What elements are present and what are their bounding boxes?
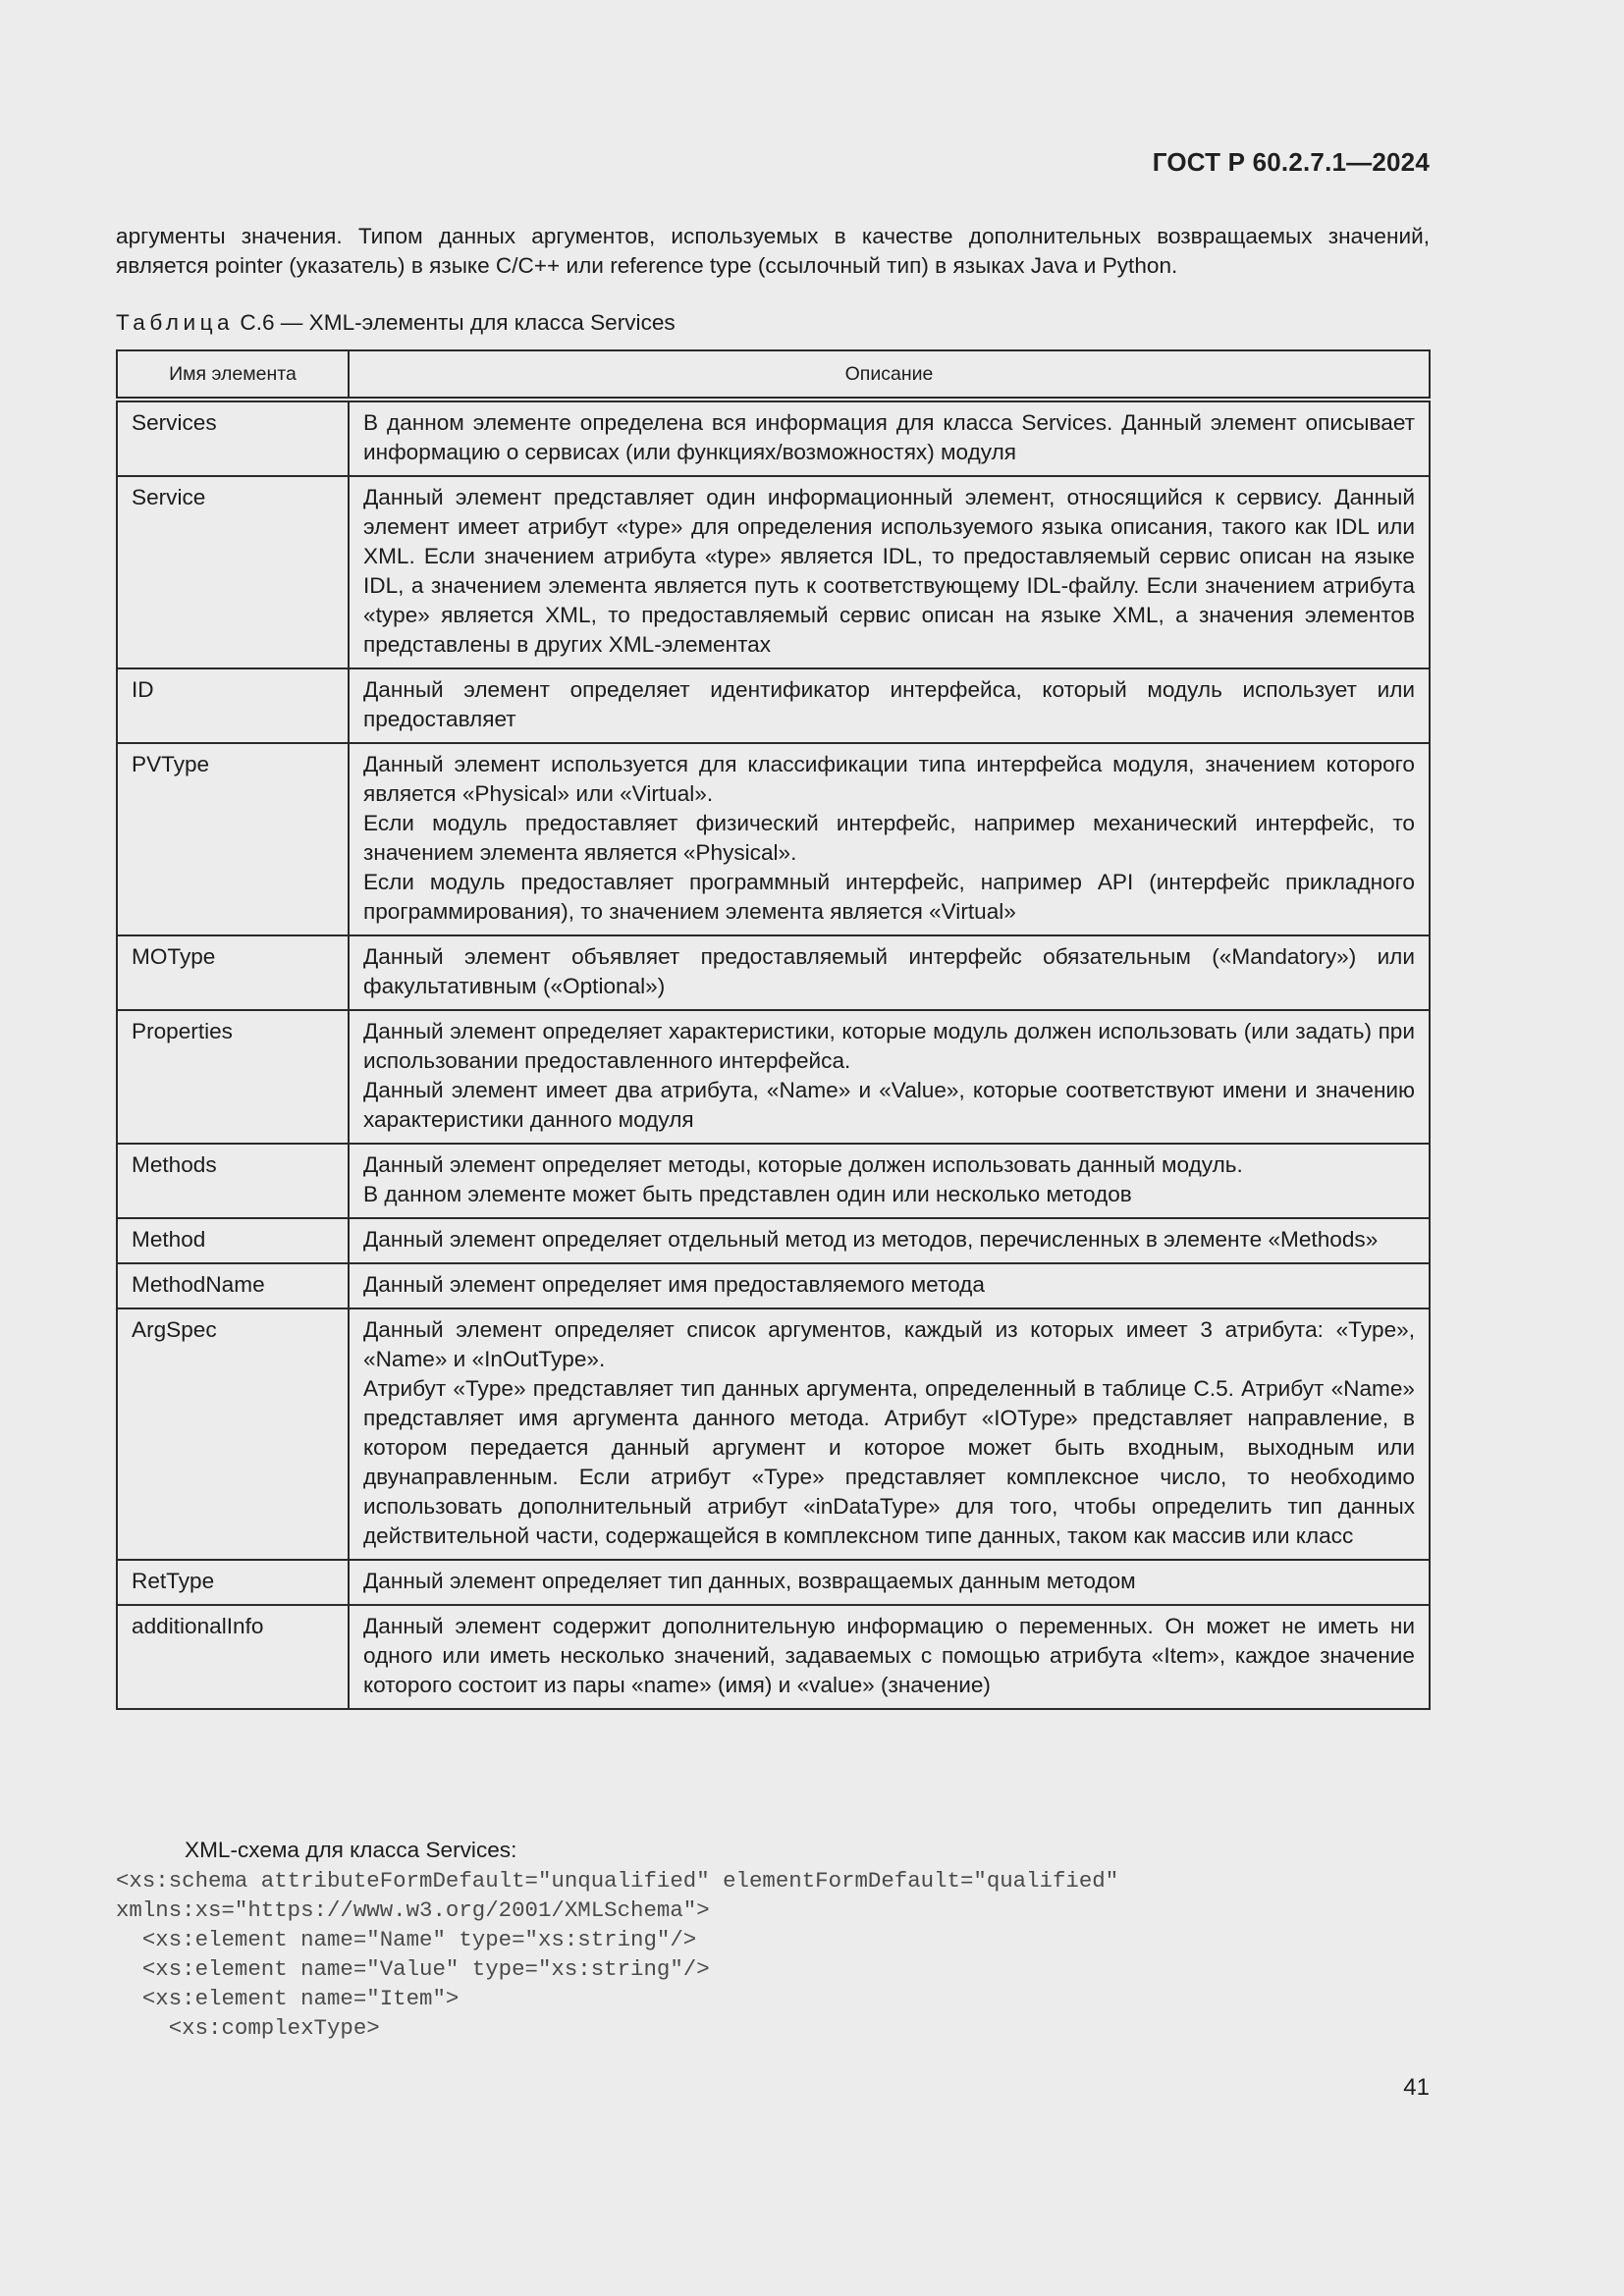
element-description-cell bbox=[349, 1218, 1430, 1263]
description-paragraph: Данный элемент определяет характеристики, которые модуль должен использовать (или задать) при использовании предоставленного интерфейса. bbox=[363, 1019, 1415, 1073]
code-line: xmlns:xs="https://www.w3.org/2001/XMLSchema"> bbox=[116, 1897, 710, 1923]
element-name-cell: Methods bbox=[117, 1144, 349, 1218]
description-paragraph: Данный элемент определяет методы, которые должен использовать данный модуль. bbox=[363, 1152, 1243, 1177]
element-name-cell: PVType bbox=[117, 743, 349, 935]
table-row bbox=[117, 1605, 1430, 1709]
element-description-cell bbox=[349, 1144, 1430, 1218]
element-description-cell bbox=[349, 1308, 1430, 1560]
table-header-row bbox=[117, 350, 1430, 400]
description-paragraph: Данный элемент используется для классификации типа интерфейса модуля, значением которого является «Physical» или «Virtual». bbox=[363, 752, 1415, 806]
description-paragraph: Если модуль предоставляет программный интерфейс, например API (интерфейс прикладного программирования), то значением элемента является «Virtual» bbox=[363, 870, 1415, 924]
description-paragraph: В данном элементе может быть представлен один или несколько методов bbox=[363, 1182, 1132, 1206]
element-description-cell bbox=[349, 743, 1430, 935]
element-name-cell: MethodName bbox=[117, 1263, 349, 1308]
code-line: <xs:element name="Name" type="xs:string"/> bbox=[116, 1927, 697, 1952]
description-paragraph: Данный элемент определяет тип данных, возвращаемых данным методом bbox=[363, 1569, 1136, 1593]
description-paragraph: Атрибут «Type» представляет тип данных аргумента, определенный в таблице С.5. Атрибут «Name» представляет имя аргумента данного метода. Атрибут «IOType» представляет направление, в котором передается данный аргумент и которое может быть входным, выходным или двунаправленным. Если атрибут «Type» представляет комплексное число, то необходимо использовать дополнительный атрибут «inDataType» для того, чтобы определить тип данных действительной части, содержащейся в комплексном типе данных, таком как массив или класс bbox=[363, 1376, 1415, 1548]
table-row bbox=[117, 400, 1430, 476]
table-row bbox=[117, 1218, 1430, 1263]
table-caption-title: С.6 — XML-элементы для класса Services bbox=[240, 310, 676, 335]
element-name-cell: Services bbox=[117, 400, 349, 476]
element-description-cell bbox=[349, 400, 1430, 476]
element-name-cell: MOType bbox=[117, 935, 349, 1010]
description-paragraph: Данный элемент определяет идентификатор интерфейса, который модуль использует или предоставляет bbox=[363, 677, 1415, 731]
intro-paragraph bbox=[116, 222, 1430, 281]
standard-designation: ГОСТ Р 60.2.7.1—2024 bbox=[1152, 147, 1430, 177]
table-row bbox=[117, 1560, 1430, 1605]
element-description-cell bbox=[349, 1263, 1430, 1308]
description-paragraph: Данный элемент представляет один информационный элемент, относящийся к сервису. Данный элемент имеет атрибут «type» для определения используемого языка описания, такого как IDL или XML. Если значением атрибута «type» является IDL, то предоставляемый сервис описан на языке IDL, а значением элемента является путь к соответствующему IDL-файлу. Если значением атрибута «type» является XML, то предоставляемый сервис описан на языке XML, а значения элементов представлены в других XML-элементах bbox=[363, 485, 1415, 657]
column-header-name: Имя элемента bbox=[117, 350, 349, 400]
description-paragraph: Данный элемент определяет отдельный метод из методов, перечисленных в элементе «Methods» bbox=[363, 1227, 1379, 1252]
element-name-cell: additionalInfo bbox=[117, 1605, 349, 1709]
description-paragraph: Если модуль предоставляет физический интерфейс, например механический интерфейс, то значением элемента является «Physical». bbox=[363, 811, 1415, 865]
element-name-cell: ArgSpec bbox=[117, 1308, 349, 1560]
description-paragraph: Данный элемент определяет список аргументов, каждый из которых имеет 3 атрибута: «Type», «Name» и «InOutType». bbox=[363, 1317, 1415, 1371]
schema-title: XML-схема для класса Services: bbox=[185, 1838, 517, 1862]
element-name-cell: ID bbox=[117, 668, 349, 743]
column-header-description: Описание bbox=[349, 350, 1430, 400]
description-paragraph: В данном элементе определена вся информация для класса Services. Данный элемент описывает информацию о сервисах (или функциях/возможностях) модуля bbox=[363, 410, 1415, 464]
table-body bbox=[117, 400, 1430, 1709]
table-row bbox=[117, 935, 1430, 1010]
table-row bbox=[117, 668, 1430, 743]
table-row bbox=[117, 1144, 1430, 1218]
xml-schema-code bbox=[116, 1866, 1118, 2043]
description-paragraph: Данный элемент имеет два атрибута, «Name» и «Value», которые соответствуют имени и значению характеристики данного модуля bbox=[363, 1078, 1415, 1132]
table-row bbox=[117, 1010, 1430, 1144]
element-description-cell bbox=[349, 1560, 1430, 1605]
element-name-cell: RetType bbox=[117, 1560, 349, 1605]
code-line: <xs:element name="Item"> bbox=[116, 1986, 460, 2011]
description-paragraph: Данный элемент содержит дополнительную информацию о переменных. Он может не иметь ни одного или иметь несколько значений, задаваемых с помощью атрибута «Item», каждое значение которого состоит из пары «name» (имя) и «value» (значение) bbox=[363, 1614, 1415, 1697]
element-name-cell: Properties bbox=[117, 1010, 349, 1144]
table-row bbox=[117, 1308, 1430, 1560]
code-line: <xs:element name="Value" type="xs:string"/> bbox=[116, 1956, 710, 1982]
description-paragraph: Данный элемент определяет имя предоставляемого метода bbox=[363, 1272, 985, 1297]
element-name-cell: Service bbox=[117, 476, 349, 668]
code-line: <xs:complexType> bbox=[116, 2015, 380, 2041]
code-line: <xs:schema attributeFormDefault="unqualified" elementFormDefault="qualified" bbox=[116, 1868, 1119, 1894]
intro-text: аргументы значения. Типом данных аргументов, используемых в качестве дополнительных возвращаемых значений, является pointer (указатель) в языке C/C++ или reference type (ссылочный тип) в языках Java и Python. bbox=[116, 224, 1430, 278]
page-number: 41 bbox=[1403, 2074, 1430, 2101]
table-caption-prefix: Таблица bbox=[116, 310, 235, 335]
table-caption bbox=[116, 308, 676, 338]
table-row bbox=[117, 476, 1430, 668]
element-description-cell bbox=[349, 1605, 1430, 1709]
xml-elements-table bbox=[116, 349, 1431, 1710]
element-description-cell bbox=[349, 1010, 1430, 1144]
element-description-cell bbox=[349, 668, 1430, 743]
element-description-cell bbox=[349, 935, 1430, 1010]
description-paragraph: Данный элемент объявляет предоставляемый интерфейс обязательным («Mandatory») или факультативным («Optional») bbox=[363, 944, 1415, 998]
element-name-cell: Method bbox=[117, 1218, 349, 1263]
table-row bbox=[117, 1263, 1430, 1308]
element-description-cell bbox=[349, 476, 1430, 668]
table-row bbox=[117, 743, 1430, 935]
